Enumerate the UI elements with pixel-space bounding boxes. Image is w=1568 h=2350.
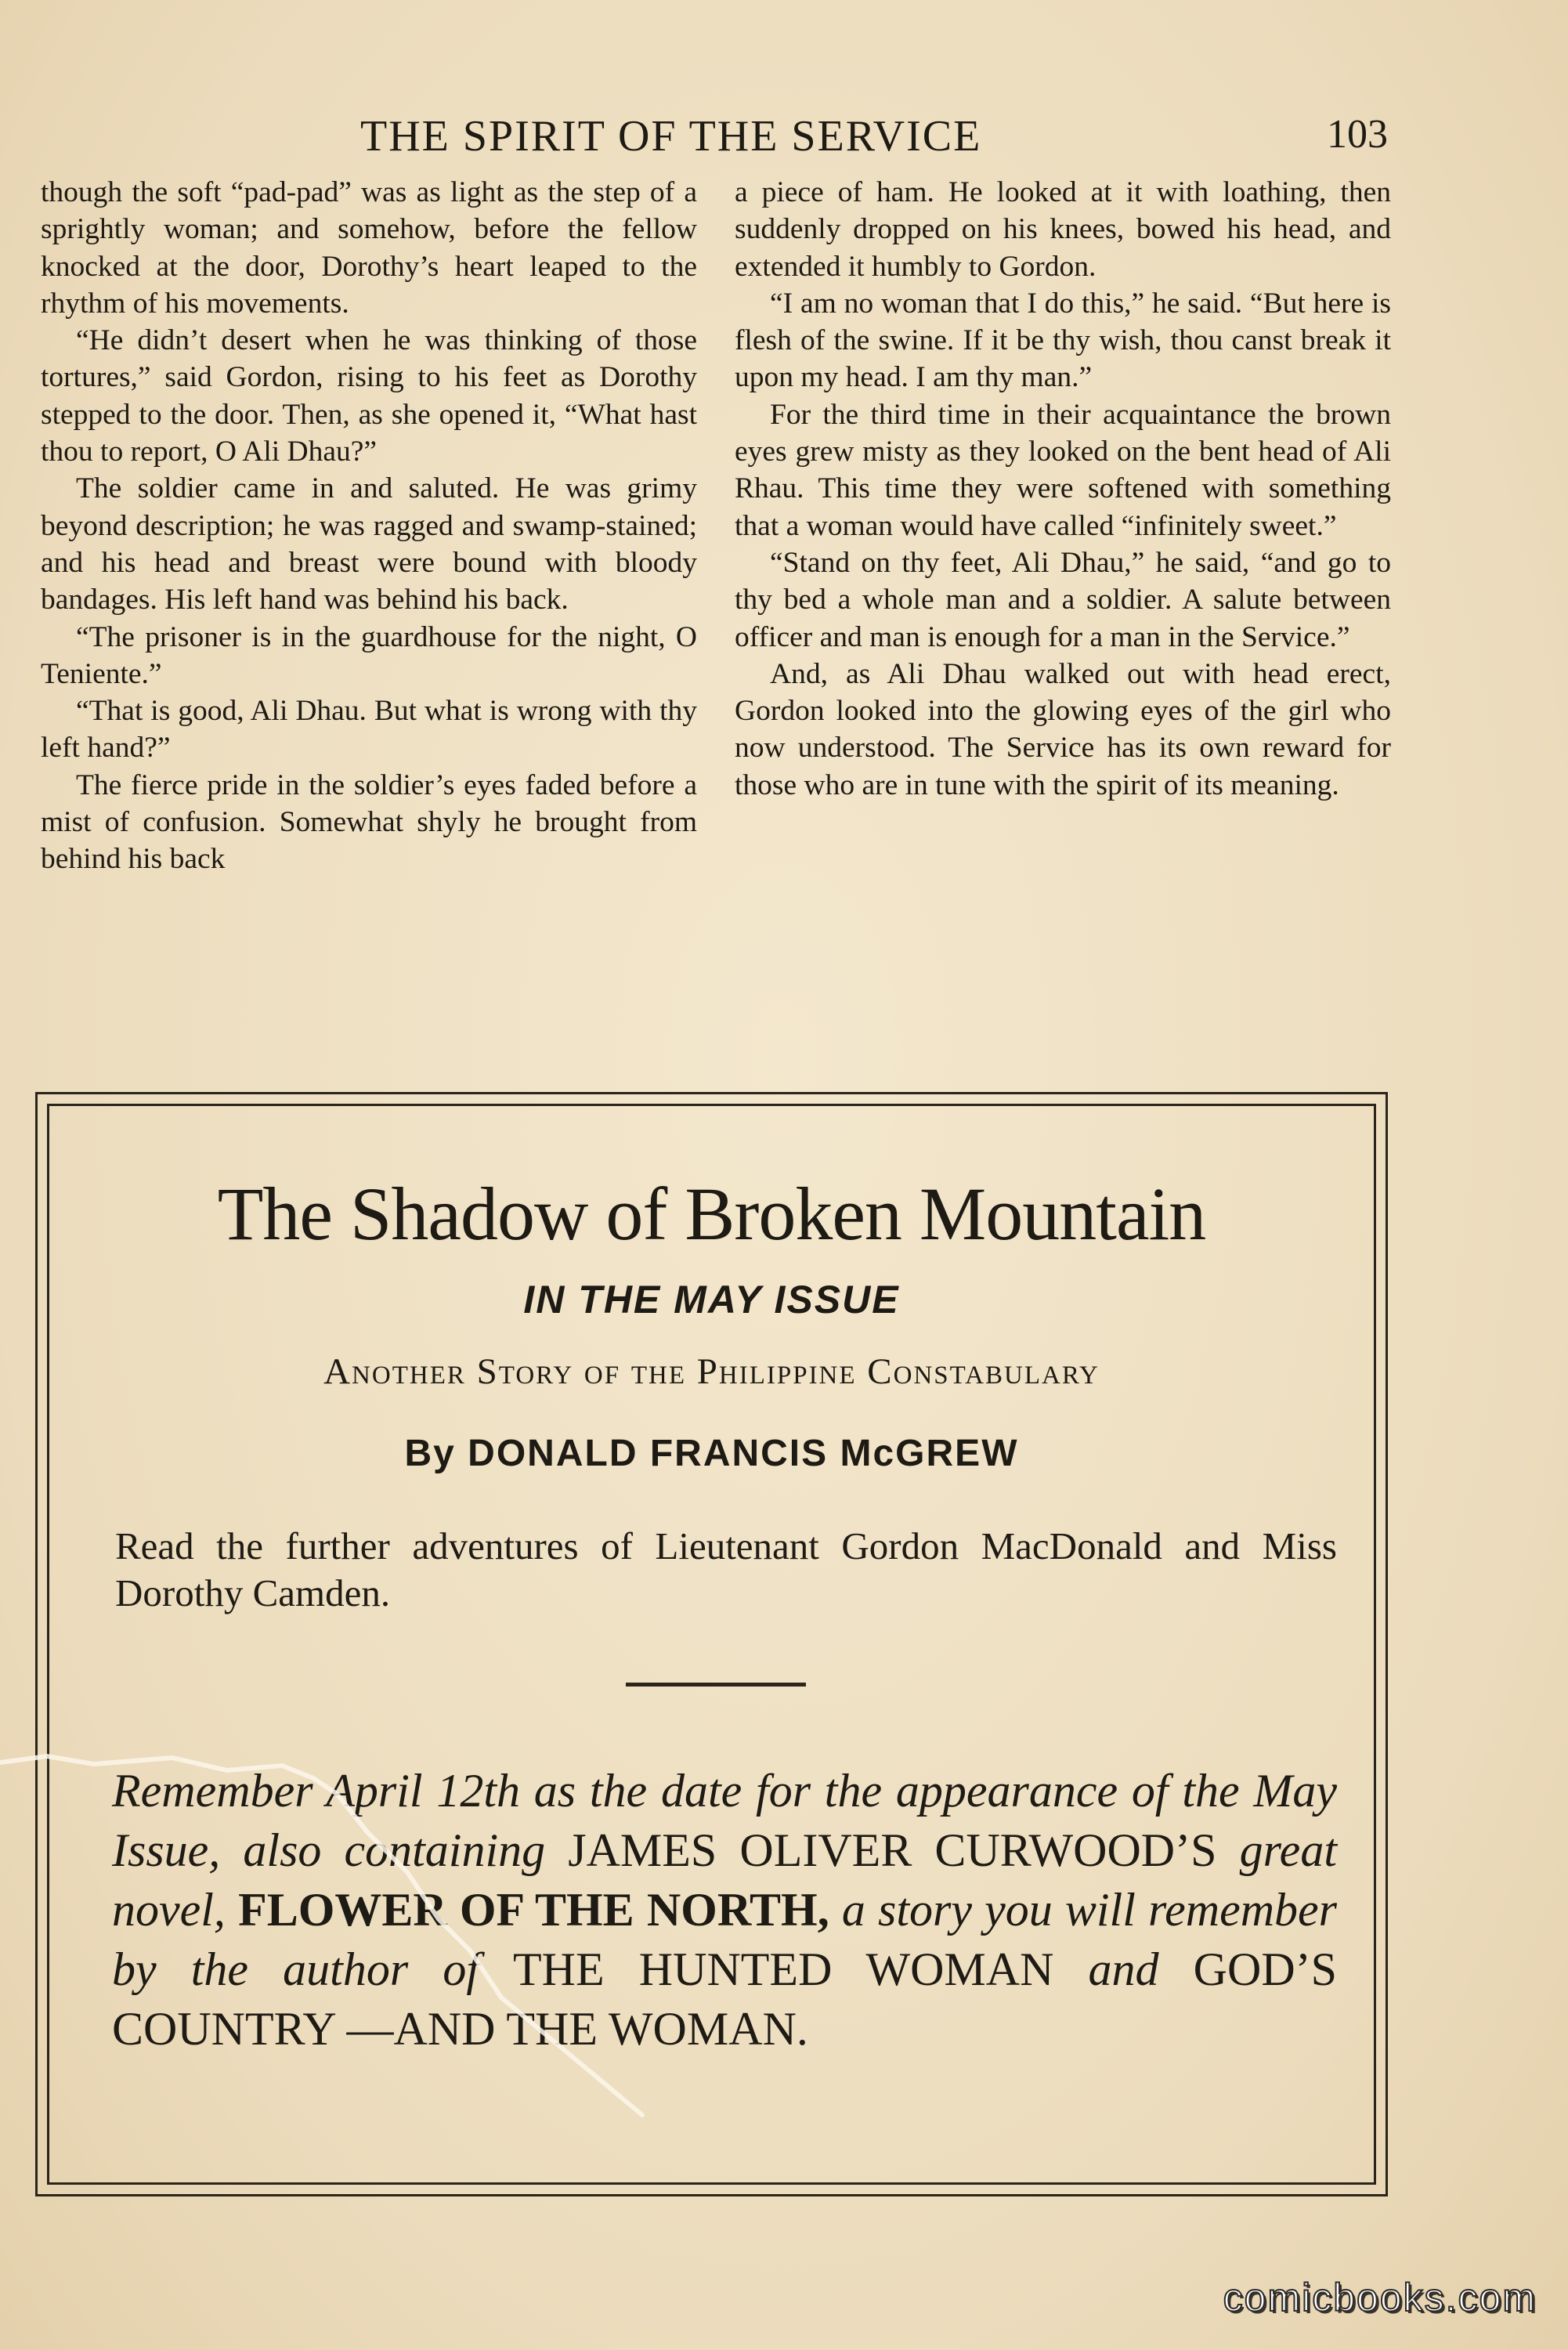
ad-remember-note xyxy=(112,1761,1337,2059)
paragraph: And, as Ali Dhau walked out with head erect, Gordon looked into the glowing eyes of the girl who now understood. The Service has its own reward for those who are in tune with the spirit of its meaning. xyxy=(735,657,1391,801)
remember-text: Remember April 12th as the date for the appearance of the May Issue, also containing xyxy=(112,1765,1337,1876)
remember-text: and xyxy=(1088,1943,1159,1995)
ad-divider-rule xyxy=(626,1683,806,1687)
paragraph: a piece of ham. He looked at it with loathing, then suddenly dropped on his knees, bowed his head, and extended it humbly to Gordon. xyxy=(735,176,1391,283)
remember-novel: FLOWER OF THE NORTH, xyxy=(238,1884,829,1936)
ad-issue-line: IN THE MAY ISSUE xyxy=(523,1278,900,1321)
paragraph: “That is good, Ali Dhau. But what is wrong with thy left hand?” xyxy=(41,695,697,765)
remember-book: GOD’S COUNTRY —AND THE WOMAN. xyxy=(112,1943,1338,2055)
paragraph: “The prisoner is in the guardhouse for the night, O Teniente.” xyxy=(41,620,697,690)
left-column xyxy=(41,174,697,878)
advertisement-inner-border xyxy=(47,1104,1376,2185)
running-head xyxy=(0,111,1568,160)
remember-text: great novel, xyxy=(112,1824,1337,1936)
paragraph: though the soft “pad-pad” was as light as the step of a sprightly woman; and somehow, before the fellow knocked at the door, Dorothy’s heart leaped to the rhythm of his movements. xyxy=(41,176,697,320)
paragraph: “He didn’t desert when he was thinking of those tortures,” said Gordon, rising to his feet as Dorothy stepped to the door. Then, as she opened it, “What hast thou to report, O Ali Dhau?” xyxy=(41,324,697,468)
remember-book: THE HUNTED WOMAN xyxy=(513,1943,1054,1995)
page-number: 103 xyxy=(1327,112,1388,157)
paragraph: For the third time in their acquaintance the brown eyes grew misty as they looked on the bent head of Ali Rhau. This time they were softened with something that a woman would have called “infinitely sweet.” xyxy=(735,398,1391,542)
right-column xyxy=(735,174,1391,804)
paragraph: “I am no woman that I do this,” he said. “But here is flesh of the swine. If it be thy wish, thou canst break it upon my head. I am thy man.” xyxy=(735,287,1391,394)
ad-title: The Shadow of Broken Mountain xyxy=(217,1172,1206,1256)
ad-byline: By DONALD FRANCIS McGREW xyxy=(404,1433,1019,1474)
paragraph: The soldier came in and saluted. He was grimy beyond description; he was ragged and swamp-stained; and his head and breast were bound with bloody bandages. His left hand was behind his back. xyxy=(41,472,697,616)
ad-subtitle: Another Story of the Philippine Constabulary xyxy=(323,1351,1100,1392)
remember-author: JAMES OLIVER CURWOOD’S xyxy=(568,1824,1217,1876)
ad-blurb: Read the further adventures of Lieutenant Gordon MacDonald and Miss Dorothy Camden. xyxy=(115,1524,1337,1614)
running-title: THE SPIRIT OF THE SERVICE xyxy=(360,112,982,161)
remember-text: a story you will remember by the author of xyxy=(112,1884,1338,1995)
paragraph: The fierce pride in the soldier’s eyes faded before a mist of confusion. Somewhat shyly he brought from behind his back xyxy=(41,768,697,876)
watermark-logo: comicbooks.com xyxy=(1223,2276,1537,2319)
paragraph: “Stand on thy feet, Ali Dhau,” he said, “and go to thy bed a whole man and a soldier. A salute between officer and man is enough for a man in the Service.” xyxy=(735,546,1391,653)
advertisement-box xyxy=(35,1092,1388,2196)
